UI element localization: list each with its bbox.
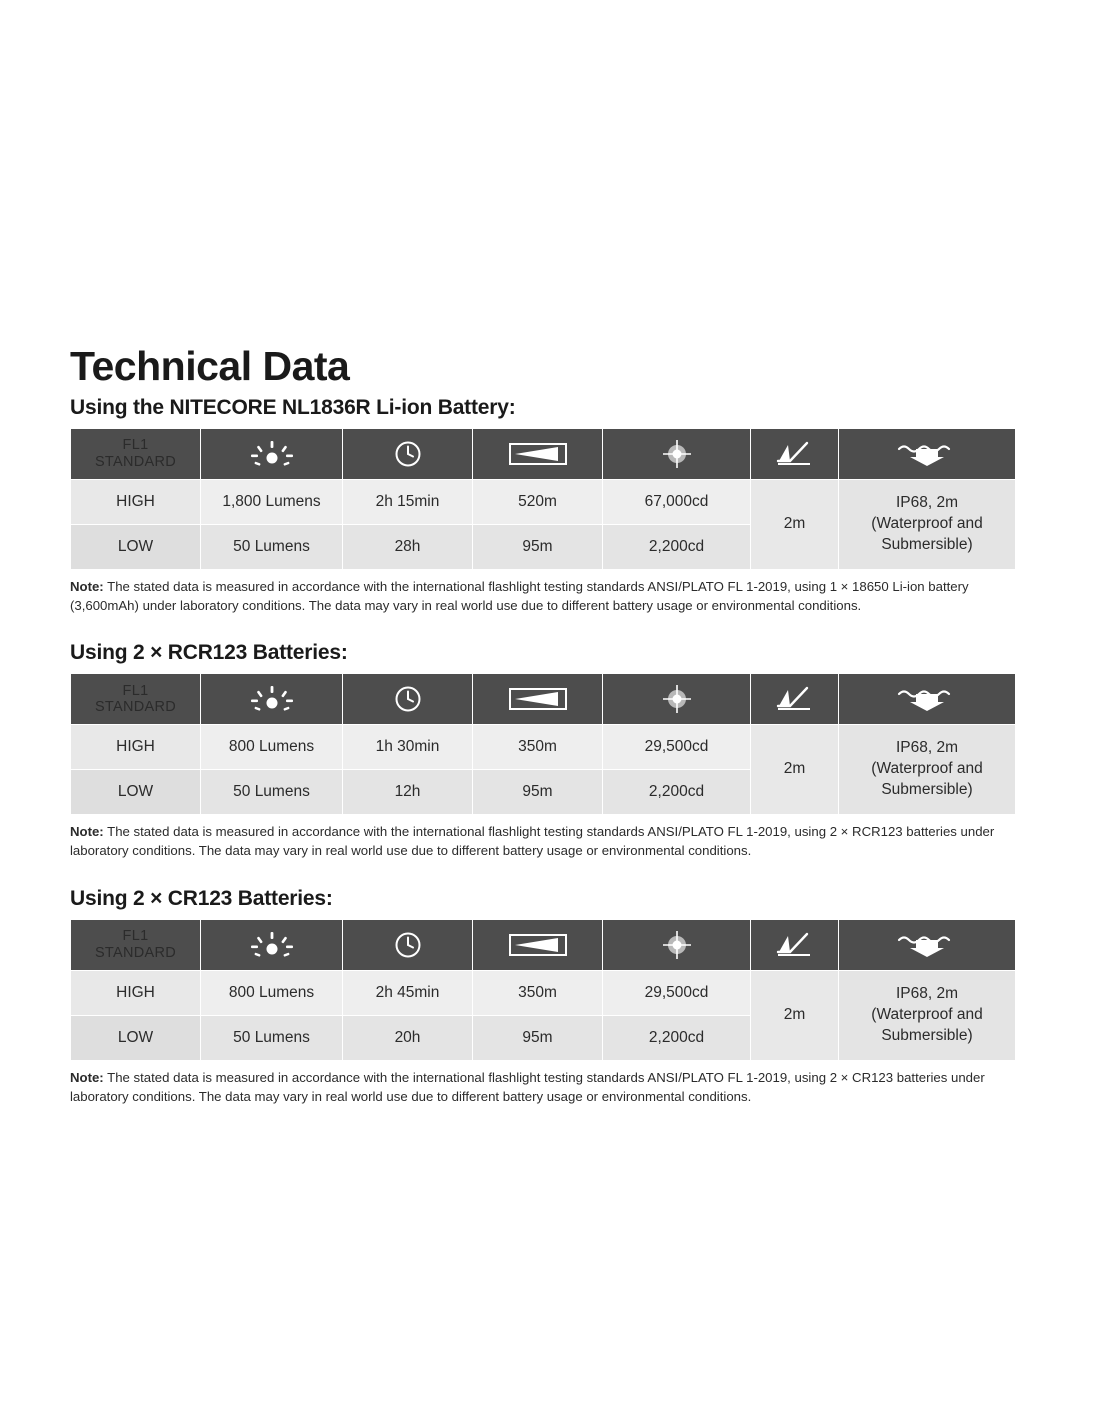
runtime-header	[343, 674, 473, 725]
impact-value: 2m	[751, 480, 839, 570]
clock-icon	[393, 930, 423, 960]
waterproof-line1: IP68, 2m	[895, 984, 959, 1002]
runtime-header	[343, 429, 473, 480]
sun-burst-icon	[244, 930, 300, 960]
lumens-header	[201, 674, 343, 725]
intensity-value: 29,500cd	[603, 970, 751, 1015]
note-text: The stated data is measured in accordance with the international flashlight testing standards ANSI/PLATO FL 1-2019, using 2 × CR123 batteries under laboratory conditions. The data may vary in real world use due to different battery usage or environmental conditions.	[70, 1069, 985, 1104]
waterproof-line3: Submersible)	[881, 1026, 973, 1044]
fl1-line2: STANDARD	[94, 699, 177, 716]
runtime-header	[343, 919, 473, 970]
water-drop-arrow-icon	[894, 685, 960, 713]
note-label: Note:	[70, 1069, 104, 1085]
lumens-value: 50 Lumens	[201, 525, 343, 570]
impact-resistance-header	[751, 919, 839, 970]
beam-distance-header	[473, 429, 603, 480]
table-header-row	[71, 674, 1016, 725]
waterproof-line2: (Waterproof and	[871, 515, 983, 533]
beam-cone-icon	[508, 441, 568, 467]
runtime-value: 28h	[343, 525, 473, 570]
fl1-line1: FL1	[122, 437, 149, 454]
fl1-standard-header	[71, 674, 201, 725]
spec-table	[70, 919, 1016, 1061]
waterproof-line3: Submersible)	[881, 781, 973, 799]
lumens-value: 50 Lumens	[201, 770, 343, 815]
mode-label: HIGH	[71, 970, 201, 1015]
fl1-line2: STANDARD	[94, 454, 177, 471]
target-circle-icon	[661, 683, 693, 715]
note-label: Note:	[70, 579, 104, 595]
lumens-value: 800 Lumens	[201, 970, 343, 1015]
section-heading: Using 2 × CR123 Batteries:	[70, 886, 333, 910]
section-heading: Using 2 × RCR123 Batteries:	[70, 641, 348, 665]
lumens-header	[201, 919, 343, 970]
peak-beam-intensity-header	[603, 429, 751, 480]
table-note	[70, 577, 1015, 615]
target-circle-icon	[661, 929, 693, 961]
mode-label: HIGH	[71, 480, 201, 525]
spec-section-rcr123	[70, 641, 1015, 860]
mode-label: LOW	[71, 770, 201, 815]
impact-ruler-icon	[774, 684, 816, 714]
distance-value: 95m	[473, 770, 603, 815]
peak-beam-intensity-header	[603, 674, 751, 725]
runtime-value: 2h 45min	[343, 970, 473, 1015]
page-title: Technical Data	[70, 343, 350, 389]
waterproof-value	[839, 970, 1016, 1060]
clock-icon	[393, 439, 423, 469]
impact-ruler-icon	[774, 930, 816, 960]
fl1-line2: STANDARD	[94, 944, 177, 961]
peak-beam-intensity-header	[603, 919, 751, 970]
distance-value: 95m	[473, 525, 603, 570]
mode-label: LOW	[71, 525, 201, 570]
water-drop-arrow-icon	[894, 440, 960, 468]
distance-value: 520m	[473, 480, 603, 525]
waterproof-value	[839, 725, 1016, 815]
mode-label: HIGH	[71, 725, 201, 770]
waterproof-line1: IP68, 2m	[895, 494, 959, 512]
note-text: The stated data is measured in accordance with the international flashlight testing standards ANSI/PLATO FL 1-2019, using 2 × RCR123 batteries under laboratory conditions. The data may vary in real world use due to different battery usage or environmental conditions.	[70, 824, 995, 859]
waterproof-line3: Submersible)	[881, 536, 973, 553]
section-heading: Using the NITECORE NL1836R Li-ion Battery:	[70, 396, 516, 420]
sun-burst-icon	[244, 684, 300, 714]
runtime-value: 2h 15min	[343, 480, 473, 525]
runtime-value: 12h	[343, 770, 473, 815]
spec-table	[70, 428, 1016, 570]
lumens-header	[201, 429, 343, 480]
spec-table	[70, 673, 1016, 815]
waterproof-line1: IP68, 2m	[895, 739, 959, 757]
impact-value: 2m	[751, 725, 839, 815]
fl1-standard-header	[71, 919, 201, 970]
waterproof-header	[839, 429, 1016, 480]
clock-icon	[393, 684, 423, 714]
impact-resistance-header	[751, 674, 839, 725]
table-header-row	[71, 429, 1016, 480]
fl1-line1: FL1	[122, 927, 149, 944]
waterproof-header	[839, 919, 1016, 970]
beam-distance-header	[473, 674, 603, 725]
waterproof-line2: (Waterproof and	[871, 760, 983, 778]
waterproof-header	[839, 674, 1016, 725]
note-label: Note:	[70, 824, 104, 840]
content-container	[70, 345, 1015, 1106]
intensity-value: 67,000cd	[603, 480, 751, 525]
impact-ruler-icon	[774, 439, 816, 469]
impact-value: 2m	[751, 970, 839, 1060]
distance-value: 350m	[473, 970, 603, 1015]
table-row	[71, 480, 1016, 525]
runtime-value: 1h 30min	[343, 725, 473, 770]
lumens-value: 800 Lumens	[201, 725, 343, 770]
sun-burst-icon	[244, 439, 300, 469]
table-note	[70, 822, 1015, 860]
impact-resistance-header	[751, 429, 839, 480]
intensity-value: 29,500cd	[603, 725, 751, 770]
mode-label: LOW	[71, 1015, 201, 1060]
note-text: The stated data is measured in accordance with the international flashlight testing standards ANSI/PLATO FL 1-2019, using 1 × 18650 Li-ion battery (3,600mAh) under laboratory conditions. The data may vary in real world use due to different battery usage or environmental conditions.	[70, 579, 969, 614]
waterproof-value	[839, 480, 1016, 570]
table-row	[71, 970, 1016, 1015]
runtime-value: 20h	[343, 1015, 473, 1060]
distance-value: 95m	[473, 1015, 603, 1060]
table-header-row	[71, 919, 1016, 970]
lumens-value: 50 Lumens	[201, 1015, 343, 1060]
spec-section-nl1836r	[70, 396, 1015, 615]
intensity-value: 2,200cd	[603, 770, 751, 815]
lumens-value: 1,800 Lumens	[201, 480, 343, 525]
water-drop-arrow-icon	[894, 931, 960, 959]
beam-cone-icon	[508, 932, 568, 958]
waterproof-line2: (Waterproof and	[871, 1005, 983, 1023]
table-row	[71, 725, 1016, 770]
intensity-value: 2,200cd	[603, 525, 751, 570]
beam-distance-header	[473, 919, 603, 970]
beam-cone-icon	[508, 686, 568, 712]
spec-section-cr123	[70, 887, 1015, 1106]
target-circle-icon	[661, 438, 693, 470]
intensity-value: 2,200cd	[603, 1015, 751, 1060]
table-note	[70, 1068, 1015, 1106]
distance-value: 350m	[473, 725, 603, 770]
fl1-standard-header	[71, 429, 201, 480]
fl1-line1: FL1	[122, 682, 149, 699]
